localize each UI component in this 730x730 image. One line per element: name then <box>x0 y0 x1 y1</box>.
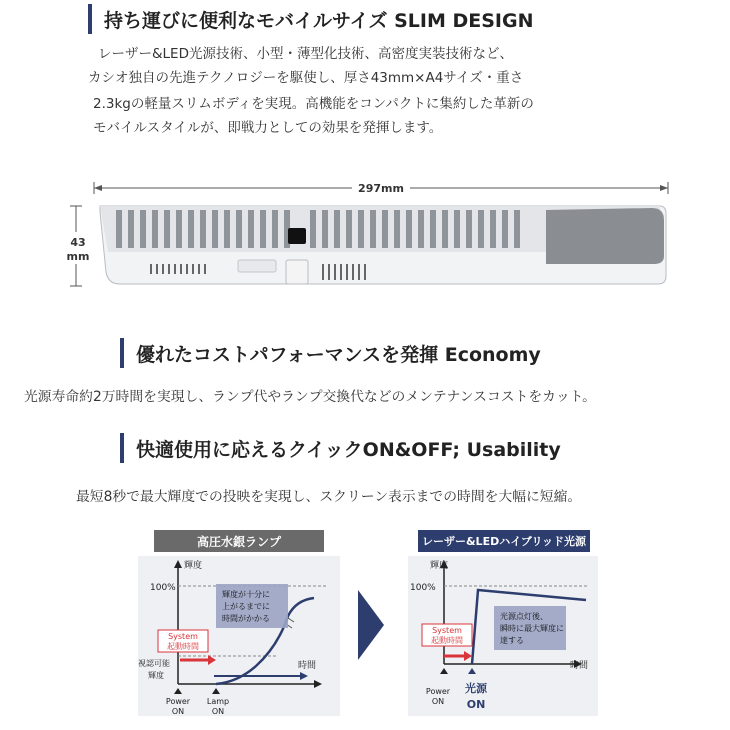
diagram-right-header: レーザー&LEDハイブリッド光源 <box>418 530 590 552</box>
svg-text:100%: 100% <box>410 583 436 593</box>
diagram-left-header: 高圧水銀ランプ <box>154 530 324 552</box>
paragraph-line: 2.3kgの軽量スリムボディを実現。高機能をコンパクトに集約した革新の <box>93 96 534 112</box>
heading-accent-bar <box>120 433 124 463</box>
svg-text:起動時間: 起動時間 <box>431 636 463 645</box>
section-title: 快適使用に応えるクイックON&OFF; Usability <box>136 438 561 461</box>
transition-arrow-icon <box>358 590 386 660</box>
svg-text:光源点灯後、: 光源点灯後、 <box>500 612 548 621</box>
svg-text:ON: ON <box>211 707 225 716</box>
diagram-mercury-lamp <box>138 556 340 716</box>
paragraph-line: カシオ独自の先進テクノロジーを駆使し、厚さ43mm×A4サイズ・重さ <box>88 70 524 86</box>
usability-text: 最短8秒で最大輝度での投映を実現し、スクリーン表示までの時間を大幅に短縮。 <box>76 489 582 505</box>
height-unit: mm <box>66 250 90 263</box>
svg-text:上がるまでに: 上がるまでに <box>222 602 270 611</box>
section-title: 優れたコストパフォーマンスを発揮 Economy <box>136 343 541 366</box>
svg-text:起動時間: 起動時間 <box>167 642 199 651</box>
svg-text:Power: Power <box>425 687 451 696</box>
svg-text:ON: ON <box>171 707 185 716</box>
projector-side-view <box>60 172 690 302</box>
heading-accent-bar <box>120 338 124 368</box>
paragraph-line: モバイルスタイルが、即戦力としての効果を発揮します。 <box>93 120 443 136</box>
economy-text: 光源寿命約2万時間を実現し、ランプ代やランプ交換代などのメンテナンスコストをカット。 <box>24 389 596 405</box>
section-heading-slim <box>88 4 533 34</box>
paragraph-line: レーザー&LED光源技術、小型・薄型化技術、高密度実装技術など、 <box>98 46 513 62</box>
svg-text:達する: 達する <box>500 636 524 645</box>
svg-text:System: System <box>432 626 462 635</box>
svg-text:輝度が十分に: 輝度が十分に <box>222 590 270 599</box>
visible-label: 視認可能 <box>138 659 170 668</box>
section-title: 持ち運びに便利なモバイルサイズ SLIM DESIGN <box>104 9 534 32</box>
section-heading-economy <box>120 338 541 368</box>
height-number: 43 <box>70 236 86 249</box>
y-label: 輝度 <box>184 561 203 571</box>
svg-text:光源: 光源 <box>465 682 487 695</box>
lock-slot <box>288 228 306 244</box>
svg-text:System: System <box>168 632 198 641</box>
diagram-hybrid-light <box>408 556 598 716</box>
visible-label: 輝度 <box>148 671 164 680</box>
svg-text:時間: 時間 <box>570 661 589 671</box>
heading-accent-bar <box>88 4 92 34</box>
svg-text:瞬時に最大輝度に: 瞬時に最大輝度に <box>500 624 564 633</box>
x-label: 時間 <box>298 661 317 671</box>
svg-text:Lamp: Lamp <box>206 697 230 706</box>
width-label: 297mm <box>358 182 404 195</box>
svg-text:ON: ON <box>466 698 486 711</box>
svg-text:輝度: 輝度 <box>430 561 449 571</box>
svg-text:時間がかかる: 時間がかかる <box>222 614 270 623</box>
y-100-label: 100% <box>150 583 176 593</box>
svg-text:ON: ON <box>431 697 445 706</box>
section-heading-usability <box>120 433 561 463</box>
svg-text:Power: Power <box>165 697 191 706</box>
